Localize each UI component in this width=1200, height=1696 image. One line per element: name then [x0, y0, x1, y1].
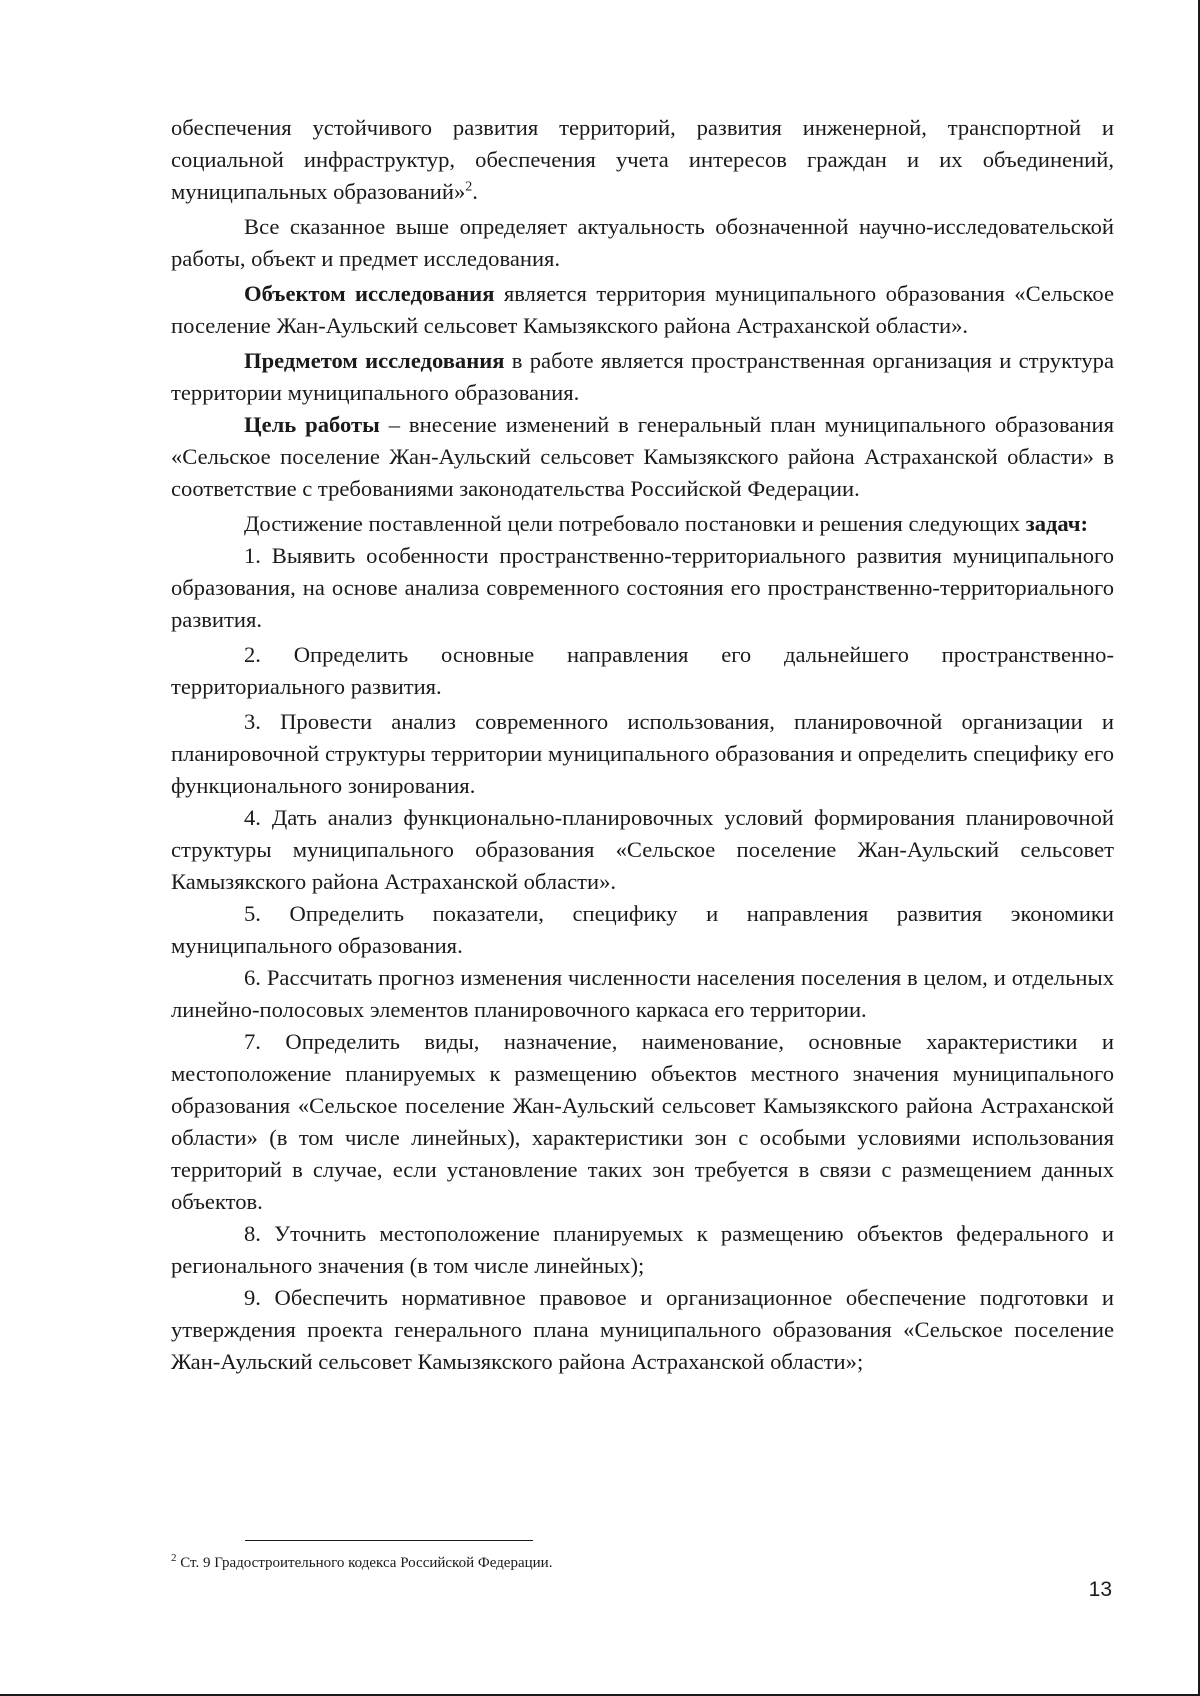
footnote-text: Ст. 9 Градостроительного кодекса Российской Федерации. — [176, 1555, 553, 1571]
paragraph-text: в работе является пространственная организация и структура территории муниципального образования. — [171, 348, 1114, 405]
task-item-9: 9. Обеспечить нормативное правовое и организационное обеспечение подготовки и утверждения проекта генерального плана муниципального образования «Сельское поселение Жан-Аульский сельсовет Камызякского района Астраханской области»; — [171, 1285, 1114, 1374]
task-item-5: 5. Определить показатели, специфику и направления развития экономики муниципального образования. — [171, 901, 1114, 958]
paragraph-text: – внесение изменений в генеральный план муниципального образования «Сельское поселение Жан-Аульский сельсовет Камызякского района Астраханской области» в соответствие с требованиями законодательства Российской Федерации. — [171, 412, 1114, 501]
footnote-separator — [245, 1540, 533, 1541]
paragraph-end: . — [472, 179, 478, 204]
bold-term: Объектом исследования — [244, 281, 495, 306]
footnote-mark: 2 — [171, 1552, 177, 1564]
bold-term: Цель работы — [244, 412, 380, 437]
task-item-7: 7. Определить виды, назначение, наименование, основные характеристики и местоположение планируемых к размещению объектов местного значения муниципального образования «Сельское поселение Жан-Аульский сельсовет Камызякского района Астраханской области» (в том числе линейных), характеристики зон с особыми условиями использования территорий в случае, если установление таких зон требуется в связи с размещением данных объектов. — [171, 1029, 1114, 1214]
body-text — [171, 112, 1114, 1378]
task-item-3: 3. Провести анализ современного использования, планировочной организации и планировочной структуры территории муниципального образования и определить специфику его функционального зонирования. — [171, 709, 1114, 798]
paragraph-text: обеспечения устойчивого развития территорий, развития инженерной, транспортной и социальной инфраструктур, обеспечения учета интересов граждан и их объединений, муниципальных образований» — [171, 115, 1114, 204]
paragraph-tasks-intro — [171, 508, 1114, 540]
bold-term: Предметом исследования — [244, 348, 505, 373]
task-item-6: 6. Рассчитать прогноз изменения численности населения поселения в целом, и отдельных линейно-полосовых элементов планировочного каркаса его территории. — [171, 965, 1114, 1022]
task-item-8: 8. Уточнить местоположение планируемых к размещению объектов федерального и регионального значения (в том числе линейных); — [171, 1221, 1114, 1278]
paragraph-relevance: Все сказанное выше определяет актуальность обозначенной научно-исследовательской работы, объект и предмет исследования. — [171, 214, 1114, 271]
bold-term: задач: — [1025, 511, 1089, 536]
paragraph-object — [171, 278, 1114, 342]
paragraph-text: является территория муниципального образования «Сельское поселение Жан-Аульский сельсовет Камызякского района Астраханской области». — [171, 281, 1114, 338]
paragraph-goal — [171, 409, 1114, 505]
footnote-reference: 2 — [465, 179, 473, 195]
paragraph-continuation — [171, 112, 1114, 208]
paragraph-text: Достижение поставленной цели потребовало постановки и решения следующих — [244, 511, 1026, 536]
footnote — [171, 1553, 1071, 1573]
task-item-1: 1. Выявить особенности пространственно-территориального развития муниципального образования, на основе анализа современного состояния его пространственно-территориального развития. — [171, 543, 1114, 632]
paragraph-subject — [171, 345, 1114, 409]
task-item-4: 4. Дать анализ функционально-планировочных условий формирования планировочной структуры муниципального образования «Сельское поселение Жан-Аульский сельсовет Камызякского района Астраханской области». — [171, 805, 1114, 894]
page-number: 13 — [1088, 1578, 1112, 1601]
task-item-2: 2. Определить основные направления его дальнейшего пространственно-территориального развития. — [171, 642, 1114, 699]
